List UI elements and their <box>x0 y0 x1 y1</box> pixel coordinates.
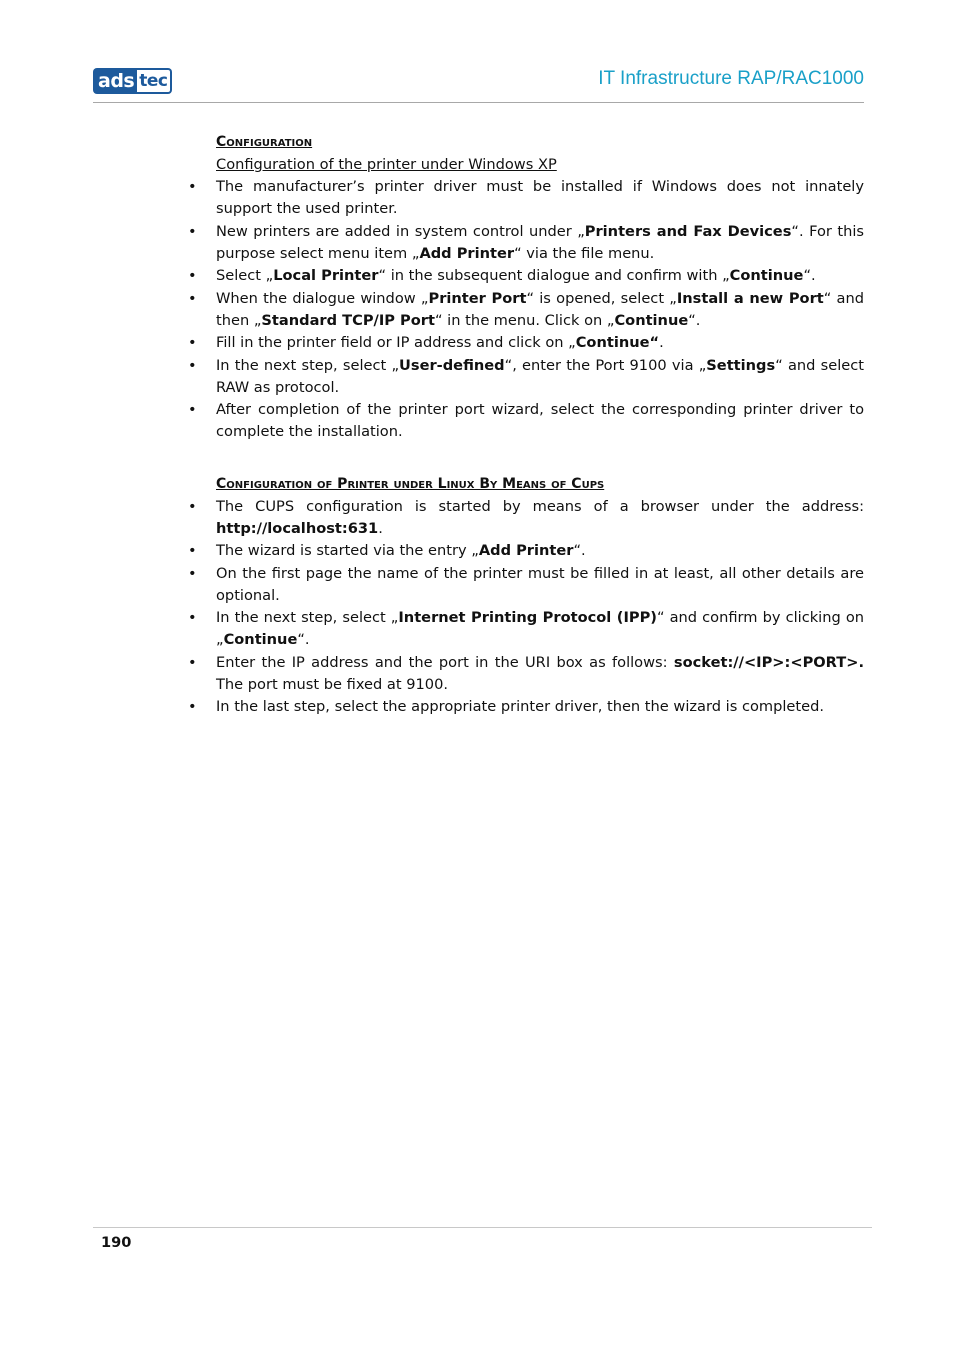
list-item: • When the dialogue window „Printer Port“ is opened, select „Install a new Port“ and then „Standard TCP/IP Port“ in the menu. Click on „Continue“. <box>216 288 864 332</box>
bold-term: Local Printer <box>273 267 379 284</box>
bold-term: User-defined <box>399 356 505 374</box>
header-divider <box>93 102 864 103</box>
bold-term: Standard TCP/IP Port <box>261 311 435 329</box>
bold-term: Install a new Port <box>676 289 824 307</box>
logo-left-text: ads <box>93 68 137 94</box>
subheading-windows-xp: Configuration of the printer under Windows XP <box>216 156 557 173</box>
list-item: • The manufacturer’s printer driver must be installed if Windows does not innately support the used printer. <box>216 176 864 220</box>
linux-steps-list <box>216 496 864 719</box>
header-title: IT Infrastructure RAP/RAC1000 <box>598 68 864 89</box>
list-item: • In the next step, select „User-defined“, enter the Port 9100 via „Settings“ and select RAW as protocol. <box>216 355 864 399</box>
list-item: • New printers are added in system control under „Printers and Fax Devices“. For this purpose select menu item „Add Printer“ via the file menu. <box>216 221 864 265</box>
list-item: • The CUPS configuration is started by means of a browser under the address: http://localhost:631. <box>216 496 864 540</box>
list-item: • After completion of the printer port wizard, select the corresponding printer driver to complete the installation. <box>216 399 864 443</box>
list-item: • On the first page the name of the printer must be filled in at least, all other details are optional. <box>216 563 864 607</box>
logo-right-text: tec <box>137 68 172 94</box>
list-item: • In the next step, select „Internet Printing Protocol (IPP)“ and confirm by clicking on „Continue“. <box>216 607 864 651</box>
bold-term: Continue“ <box>575 334 660 351</box>
bold-term: http://localhost:631 <box>216 519 379 537</box>
bold-term: Continue <box>223 631 298 648</box>
bold-term: Printer Port <box>428 289 527 307</box>
list-item: • Fill in the printer field or IP address and click on „Continue“. <box>216 332 864 354</box>
bold-term: Internet Printing Protocol (IPP) <box>398 609 657 626</box>
bold-term: Printers and Fax Devices <box>584 222 792 240</box>
list-item: • Enter the IP address and the port in the URI box as follows: socket://<IP>:<PORT>. The port must be fixed at 9100. <box>216 652 864 696</box>
bold-term: Add Printer <box>478 542 574 559</box>
bold-term: Continue <box>729 267 804 284</box>
page-content <box>216 132 864 719</box>
footer-divider <box>93 1227 872 1228</box>
bold-term: socket://<IP>:<PORT>. <box>673 653 864 671</box>
list-item: • In the last step, select the appropriate printer driver, then the wizard is completed. <box>216 696 864 718</box>
section-title-linux-cups: Configuration of Printer under Linux By Means of Cups <box>216 475 605 492</box>
ads-tec-logo <box>93 68 177 94</box>
bold-term: Settings <box>706 356 776 374</box>
page-number: 190 <box>101 1234 132 1251</box>
bold-term: Continue <box>614 311 689 329</box>
section-title-configuration: Configuration <box>216 134 313 150</box>
list-item: • Select „Local Printer“ in the subsequent dialogue and confirm with „Continue“. <box>216 265 864 287</box>
list-item: • The wizard is started via the entry „Add Printer“. <box>216 540 864 562</box>
bold-term: Add Printer <box>419 244 515 262</box>
windows-steps-list <box>216 176 864 443</box>
